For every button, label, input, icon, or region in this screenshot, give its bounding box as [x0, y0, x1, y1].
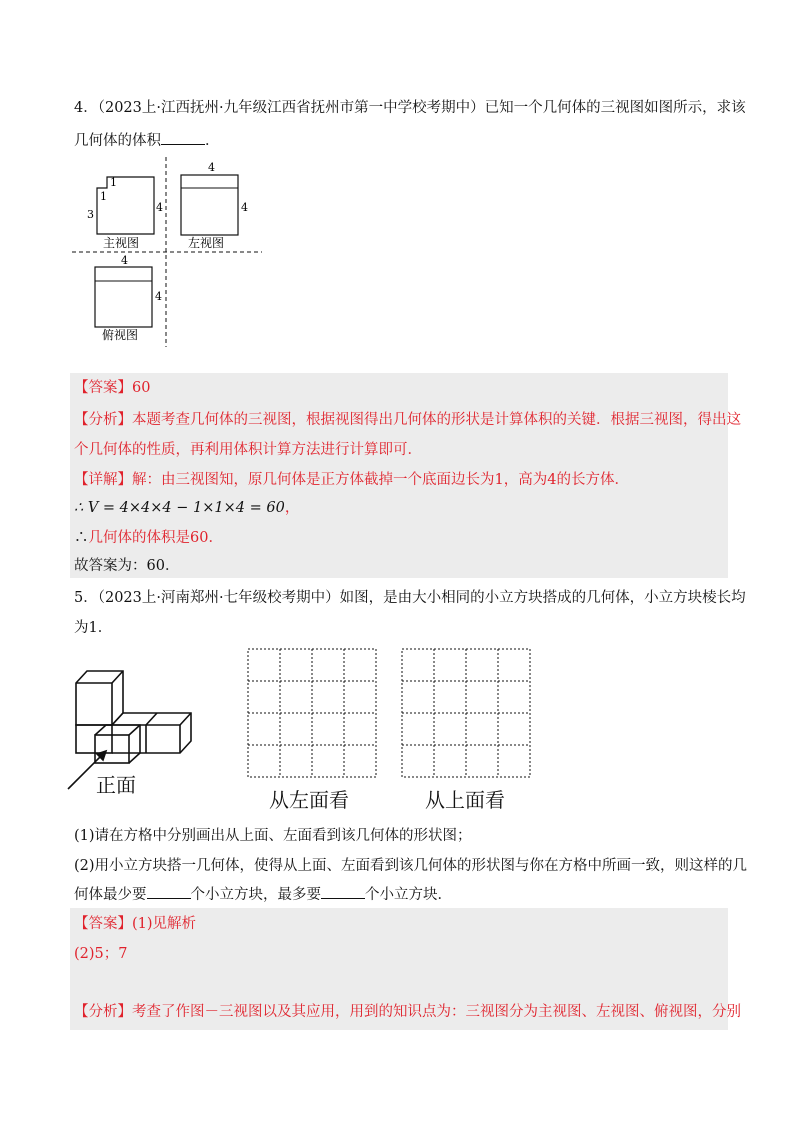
- q4-stem-line2: [74, 130, 220, 151]
- top-dim-4-top: 4: [121, 254, 128, 267]
- q5-sub3: [74, 884, 452, 905]
- q5-grid-left-label: 从左面看: [269, 788, 349, 812]
- q4-answer-line: [74, 378, 150, 398]
- cube-back-bottom: [76, 725, 112, 753]
- front-dim-1a: 1: [110, 176, 117, 189]
- q4-analysis-text1: 本题考查几何体的三视图，根据视图得出几何体的形状是计算体积的关键．根据三视图，得出这: [132, 412, 741, 428]
- q5-answer-1: (1)见解析: [132, 916, 197, 932]
- left-dim-4-top: 4: [208, 161, 215, 174]
- q5-sub1: (1)请在方格中分别画出从上面、左面看到该几何体的形状图；: [74, 828, 472, 844]
- q4-formula: ∴ V = 4×4×4 − 1×1×4 = 60: [74, 500, 285, 516]
- top-view-outline: [95, 267, 152, 327]
- q5-stem-line1: 5．（2023上·河南郑州·七年级校考期中）如图，是由大小相同的小立方块搭成的几何体，小立方块棱长均: [74, 590, 746, 606]
- top-dim-4-side: 4: [155, 290, 162, 303]
- q4-detail-line: [74, 470, 629, 490]
- q4-conclusion-text: 几何体的体积是60．: [88, 530, 223, 546]
- q5-answer-line1: [74, 914, 196, 934]
- q5-front-label: 正面: [96, 773, 136, 797]
- q5-sub3-mid: 个小立方块，最多要: [190, 887, 321, 903]
- q5-grid-top: [401, 648, 531, 778]
- q4-conclusion-line: [74, 528, 223, 548]
- q5-answer-tag: 【答案】: [74, 916, 132, 932]
- q4-analysis-tag: 【分析】: [74, 412, 132, 428]
- q4-stem-line1: 4．（2023上·江西抚州·九年级江西省抚州市第一中学校考期中）已知一个几何体的三视图如图所示，求该: [74, 100, 746, 116]
- q4-detail-text: 解：由三视图知，原几何体是正方体截掉一个底面边长为1，高为4的长方体．: [132, 472, 629, 488]
- q4-analysis-line2: 个几何体的性质，再利用体积计算方法进行计算即可．: [74, 442, 422, 458]
- front-dim-4: 4: [156, 201, 163, 214]
- q4-detail-tag: 【详解】: [74, 472, 132, 488]
- q5-analysis-line: [74, 1002, 741, 1022]
- q4-answer-tag: 【答案】: [74, 380, 132, 396]
- q4-answer-blank: [161, 130, 205, 145]
- q5-stem-line2: 为1．: [74, 620, 113, 636]
- q5-answer-line2: (2)5；7: [74, 946, 128, 962]
- q4-stem-end: ．: [205, 133, 220, 149]
- left-dim-4-side: 4: [241, 201, 248, 214]
- q4-final-line: 故答案为：60．: [74, 558, 180, 574]
- q5-grid-top-label: 从上面看: [425, 788, 505, 812]
- q4-analysis-line1: [74, 410, 741, 430]
- q4-conclusion-mark: ∴: [74, 530, 89, 546]
- q4-formula-tail: ，: [284, 500, 300, 516]
- top-view-label: 俯视图: [102, 328, 139, 342]
- left-view-label: 左视图: [188, 236, 225, 250]
- q4-stem-text: 几何体的体积: [74, 133, 161, 149]
- q4-formula-line: [74, 498, 299, 518]
- q5-analysis-tag: 【分析】: [74, 1004, 132, 1020]
- front-view-label: 主视图: [103, 236, 140, 250]
- q5-sub2: (2)用小立方块搭一几何体，使得从上面、左面看到该几何体的形状图与你在方格中所画一致，则这样的几: [74, 858, 748, 874]
- q5-analysis-text: 考查了作图－三视图以及其应用，用到的知识点为：三视图分为主视图、左视图、俯视图，分别: [132, 1004, 741, 1020]
- q4-answer-value: 60: [132, 380, 151, 396]
- front-dim-1b: 1: [100, 190, 107, 203]
- front-dim-3: 3: [87, 208, 94, 221]
- q5-max-blank: [321, 884, 365, 899]
- q5-min-blank: [147, 884, 191, 899]
- left-view-outline: [181, 175, 238, 235]
- q4-three-view-figure: [70, 155, 270, 355]
- q5-sub3-pre: 何体最少要: [74, 887, 147, 903]
- front-view-outline: [97, 177, 154, 234]
- q5-sub3-post: 个小立方块．: [365, 887, 452, 903]
- q5-cube-figure: [66, 665, 206, 805]
- q5-grid-left: [247, 648, 377, 778]
